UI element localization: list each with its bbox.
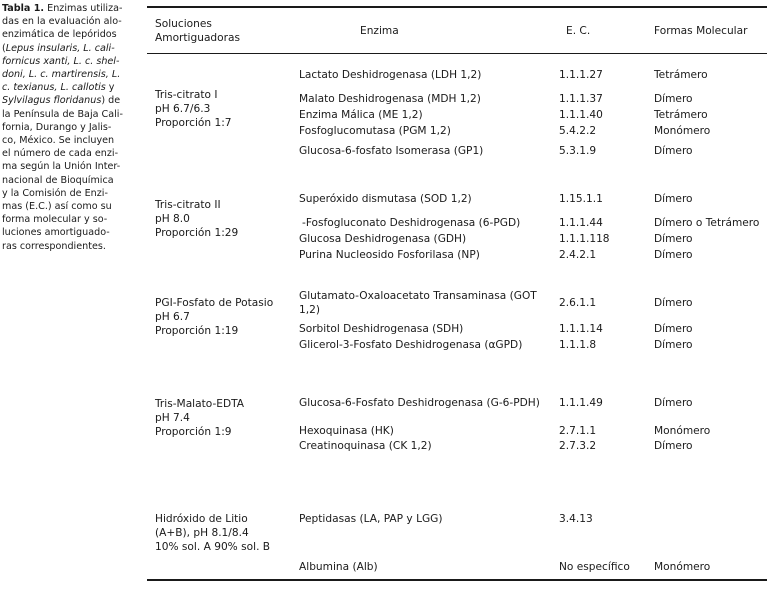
molecular-form: Dímero bbox=[654, 145, 693, 157]
enzyme-name: Peptidasas (LA, PAP y LGG) bbox=[299, 513, 443, 525]
ec-number: 1.1.1.40 bbox=[559, 109, 603, 121]
enzyme-name: Glucosa Deshidrogenasa (GDH) bbox=[299, 233, 467, 245]
enzyme-name: Fosfoglucomutasa (PGM 1,2) bbox=[299, 125, 451, 137]
molecular-form: Monómero bbox=[654, 125, 711, 137]
caption-text: nacional de Bioquímica bbox=[2, 174, 114, 186]
caption-text: c. texianus, L. callotis bbox=[2, 82, 106, 94]
buffer-solution-line: pH 6.7 bbox=[155, 311, 190, 323]
header-formas-molecular: Formas Molecular bbox=[654, 25, 748, 37]
caption-text: doni, L. c. martirensis, L. bbox=[2, 69, 121, 81]
molecular-form: Dímero o Tetrámero bbox=[654, 217, 760, 229]
molecular-form: Dímero bbox=[654, 339, 693, 351]
ec-number: 1.1.1.37 bbox=[559, 93, 603, 105]
ec-number: 1.1.1.49 bbox=[559, 397, 603, 409]
buffer-solution-line: PGI-Fosfato de Potasio bbox=[155, 297, 274, 309]
caption-line bbox=[2, 68, 137, 81]
caption-text: el número de cada enzi- bbox=[2, 148, 119, 160]
caption-label: Tabla 1. bbox=[2, 3, 45, 14]
ec-number: 1.1.1.44 bbox=[559, 217, 603, 229]
caption-text: ( bbox=[2, 42, 6, 54]
caption-text: y bbox=[105, 82, 115, 94]
ec-number: 1.1.1.118 bbox=[559, 233, 610, 245]
enzyme-name: Malato Deshidrogenasa (MDH 1,2) bbox=[299, 93, 481, 105]
molecular-form: Dímero bbox=[654, 249, 693, 261]
header-enzima: Enzima bbox=[360, 25, 399, 37]
header-soluciones-line1: Soluciones bbox=[155, 18, 212, 30]
molecular-form: Monómero bbox=[654, 561, 711, 573]
buffer-solution-line: Proporción 1:19 bbox=[155, 325, 239, 337]
buffer-solution-line: (A+B), pH 8.1/8.4 bbox=[155, 527, 249, 539]
ec-number: 1.15.1.1 bbox=[559, 193, 603, 205]
caption-text: y la Comisión de Enzi- bbox=[2, 187, 108, 199]
buffer-solution-line: pH 7.4 bbox=[155, 412, 190, 424]
caption-text: co, México. Se incluyen bbox=[2, 135, 115, 147]
table-caption bbox=[2, 2, 137, 253]
caption-text: ) de bbox=[101, 95, 121, 107]
enzyme-name: Glicerol-3-Fosfato Deshidrogenasa (αGPD) bbox=[299, 339, 523, 351]
molecular-form: Dímero bbox=[654, 193, 693, 205]
ec-number: 3.4.13 bbox=[559, 513, 593, 525]
buffer-solution-line: Tris-citrato I bbox=[155, 89, 218, 101]
ec-number: 2.7.1.1 bbox=[559, 425, 597, 437]
caption-line bbox=[2, 2, 137, 15]
enzyme-name: -Fosfogluconato Deshidrogenasa (6-PGD) bbox=[302, 217, 521, 229]
caption-text: forma molecular y so- bbox=[2, 214, 108, 226]
table-top-rule bbox=[147, 6, 767, 8]
caption-line bbox=[2, 240, 137, 253]
table-header-rule bbox=[147, 53, 767, 54]
table-bottom-rule bbox=[147, 579, 767, 581]
caption-line bbox=[2, 147, 137, 160]
caption-line bbox=[2, 200, 137, 213]
molecular-form: Dímero bbox=[654, 297, 693, 309]
molecular-form: Dímero bbox=[654, 397, 693, 409]
molecular-form: Monómero bbox=[654, 425, 711, 437]
molecular-form: Tetrámero bbox=[654, 109, 708, 121]
caption-line bbox=[2, 15, 137, 28]
caption-text: ma según la Unión Inter- bbox=[2, 161, 121, 173]
caption-text: la Península de Baja Cali- bbox=[2, 108, 123, 120]
enzyme-name: Glutamato-Oxaloacetato Transaminasa (GOT bbox=[299, 290, 537, 302]
caption-text: Enzimas utiliza- bbox=[47, 3, 123, 14]
enzyme-name: Hexoquinasa (HK) bbox=[299, 425, 394, 437]
ec-number: 5.3.1.9 bbox=[559, 145, 597, 157]
enzyme-name-continued: 1,2) bbox=[299, 304, 320, 316]
enzyme-name: Purina Nucleosido Fosforilasa (NP) bbox=[299, 249, 480, 261]
enzyme-name: Albumina (Alb) bbox=[299, 561, 378, 573]
caption-text: luciones amortiguado- bbox=[2, 227, 110, 239]
buffer-solution-line: Hidróxido de Litio bbox=[155, 513, 248, 525]
caption-text: Sylvilagus floridanus bbox=[2, 95, 102, 107]
caption-line bbox=[2, 94, 137, 107]
caption-line bbox=[2, 187, 137, 200]
buffer-solution-line: pH 8.0 bbox=[155, 213, 190, 225]
ec-number: No específico bbox=[559, 561, 630, 573]
caption-line bbox=[2, 121, 137, 134]
buffer-solution-line: Proporción 1:7 bbox=[155, 117, 232, 129]
caption-line bbox=[2, 108, 137, 121]
molecular-form: Dímero bbox=[654, 440, 693, 452]
caption-line bbox=[2, 160, 137, 173]
molecular-form: Dímero bbox=[654, 233, 693, 245]
molecular-form: Dímero bbox=[654, 93, 693, 105]
header-ec: E. C. bbox=[566, 25, 591, 37]
ec-number: 2.7.3.2 bbox=[559, 440, 597, 452]
ec-number: 2.4.2.1 bbox=[559, 249, 597, 261]
buffer-solution-line: 10% sol. A 90% sol. B bbox=[155, 541, 271, 553]
ec-number: 5.4.2.2 bbox=[559, 125, 597, 137]
caption-line bbox=[2, 134, 137, 147]
caption-text: fornicus xanti, L. c. shel- bbox=[2, 55, 120, 67]
caption-line bbox=[2, 81, 137, 94]
caption-text: mas (E.C.) así como su bbox=[2, 201, 112, 213]
caption-line bbox=[2, 55, 137, 68]
buffer-solution-line: Tris-citrato II bbox=[155, 199, 221, 211]
ec-number: 1.1.1.8 bbox=[559, 339, 597, 351]
caption-text: Lepus insularis, L. cali- bbox=[5, 42, 115, 54]
caption-line bbox=[2, 226, 137, 239]
caption-text: fornia, Durango y Jalis- bbox=[2, 121, 112, 133]
enzyme-name: Creatinoquinasa (CK 1,2) bbox=[299, 440, 432, 452]
enzyme-name: Lactato Deshidrogenasa (LDH 1,2) bbox=[299, 69, 482, 81]
buffer-solution-line: pH 6.7/6.3 bbox=[155, 103, 211, 115]
enzyme-name: Enzima Málica (ME 1,2) bbox=[299, 109, 423, 121]
ec-number: 1.1.1.14 bbox=[559, 323, 603, 335]
ec-number: 2.6.1.1 bbox=[559, 297, 597, 309]
enzyme-name: Glucosa-6-Fosfato Deshidrogenasa (G-6-PDH) bbox=[299, 397, 540, 409]
molecular-form: Dímero bbox=[654, 323, 693, 335]
header-soluciones-line2: Amortiguadoras bbox=[155, 32, 241, 44]
enzyme-name: Superóxido dismutasa (SOD 1,2) bbox=[299, 193, 472, 205]
caption-line bbox=[2, 28, 137, 41]
ec-number: 1.1.1.27 bbox=[559, 69, 603, 81]
caption-text: enzimática de lepóridos bbox=[2, 29, 117, 41]
enzyme-name: Glucosa-6-fosfato Isomerasa (GP1) bbox=[299, 145, 484, 157]
buffer-solution-line: Proporción 1:9 bbox=[155, 426, 232, 438]
caption-line bbox=[2, 213, 137, 226]
caption-text: ras correspondientes. bbox=[2, 240, 106, 252]
enzyme-name: Sorbitol Deshidrogenasa (SDH) bbox=[299, 323, 464, 335]
molecular-form: Tetrámero bbox=[654, 69, 708, 81]
caption-line bbox=[2, 174, 137, 187]
caption-line bbox=[2, 42, 137, 55]
buffer-solution-line: Proporción 1:29 bbox=[155, 227, 239, 239]
caption-text: das en la evaluación alo- bbox=[2, 16, 122, 28]
buffer-solution-line: Tris-Malato-EDTA bbox=[155, 398, 245, 410]
